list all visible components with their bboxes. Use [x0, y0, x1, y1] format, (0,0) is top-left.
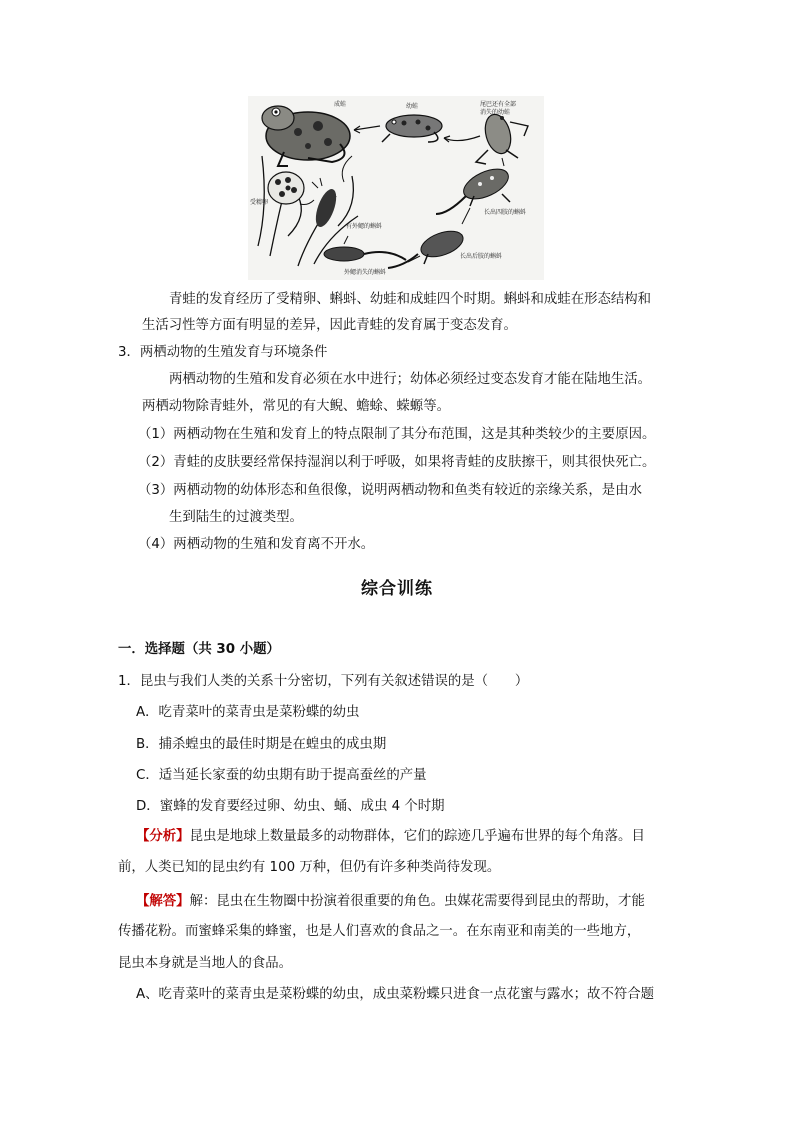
- answer-tag: 【解答】: [136, 894, 190, 909]
- label-tadpole-no-gills: 外鳃消失的蝌蚪: [344, 269, 387, 276]
- frog-development-paragraph-line2: 生活习性等方面有明显的差异，因此青蛙的发育属于变态发育。: [142, 318, 517, 333]
- section3-paragraph-line1: 两栖动物的生殖和发育必须在水中进行；幼体必须经过变态发育才能在陆地生活。: [169, 372, 652, 387]
- label-tail-frog-line2: 消失的幼蛙: [480, 109, 511, 116]
- choice-section-heading: 一．选择题（共 30 小题）: [118, 642, 280, 657]
- adult-frog-drawing: [262, 106, 350, 166]
- frog-life-cycle-illustration: [248, 96, 544, 280]
- answer-line4: A、吃青菜叶的菜青虫是菜粉蝶的幼虫，成虫菜粉蝶只进食一点花蜜与露水；故不符合题: [136, 987, 655, 1002]
- young-frog-drawing: [382, 115, 442, 142]
- label-tadpole-external-gills: 有外鳃的蝌蚪: [346, 223, 383, 230]
- question-1-option-d: D．蜜蜂的发育要经过卵、幼虫、蛹、成虫 4 个时期: [136, 799, 445, 814]
- question-1-option-a: A．吃青菜叶的菜青虫是菜粉蝶的幼虫: [136, 705, 360, 720]
- label-tadpole-hind-legs: 长出后肢的蝌蚪: [460, 253, 503, 260]
- answer-text-1: 解：昆虫在生物圈中扮演着很重要的角色。虫媒花需要得到昆虫的帮助，才能: [189, 894, 645, 909]
- tadpole-hind-legs-drawing: [388, 226, 466, 268]
- question-1-stem: 1．昆虫与我们人类的关系十分密切，下列有关叙述错误的是（ ）: [118, 674, 529, 689]
- label-tadpole-four-legs: 长出四肢的蝌蚪: [484, 209, 527, 216]
- list-item-2: （2）青蛙的皮肤要经常保持湿润以利于呼吸，如果将青蛙的皮肤擦干，则其很快死亡。: [138, 455, 656, 470]
- tail-frog-drawing: [476, 112, 528, 164]
- analysis-line2: 前，人类已知的昆虫约有 100 万种，但仍有许多种类尚待发现。: [118, 860, 501, 875]
- egg-mass-drawing: [268, 172, 304, 204]
- section3-paragraph-line2: 两栖动物除青蛙外，常见的有大鲵、蟾蜍、蝾螈等。: [142, 399, 450, 414]
- answer-line3: 昆虫本身就是当地人的食品。: [118, 956, 293, 971]
- list-item-3-line2: 生到陆生的过渡类型。: [169, 510, 303, 525]
- question-1-option-b: B．捕杀蝗虫的最佳时期是在蝗虫的成虫期: [136, 737, 387, 752]
- section3-heading: 3．两栖动物的生殖发育与环境条件: [118, 345, 328, 360]
- tadpole-no-gills-drawing: [324, 247, 406, 261]
- list-item-3-line1: （3）两栖动物的幼体形态和鱼很像，说明两栖动物和鱼类有较近的亲缘关系，是由水: [138, 483, 642, 498]
- tadpole-external-gills-drawing: [312, 178, 341, 230]
- analysis-tag: 【分析】: [136, 829, 190, 844]
- label-adult-frog: 成蛙: [334, 101, 347, 108]
- answer-line1: [136, 892, 645, 912]
- list-item-1: （1）两栖动物在生殖和发育上的特点限制了其分布范围，这是其种类较少的主要原因。: [138, 427, 656, 442]
- tadpole-four-legs-drawing: [436, 163, 513, 214]
- label-young-frog: 幼蛙: [406, 103, 419, 110]
- frog-development-paragraph-line1: 青蛙的发育经历了受精卵、蝌蚪、幼蛙和成蛙四个时期。蝌蚪和成蛙在形态结构和: [169, 292, 652, 307]
- list-item-4: （4）两栖动物的生殖和发育离不开水。: [138, 537, 375, 552]
- analysis-line1: [136, 827, 645, 847]
- frog-life-cycle-figure: [248, 96, 544, 280]
- section-title: 综合训练: [361, 579, 433, 599]
- question-1-option-c: C．适当延长家蚕的幼虫期有助于提高蚕丝的产量: [136, 768, 427, 783]
- answer-line2: 传播花粉。而蜜蜂采集的蜂蜜，也是人们喜欢的食品之一。在东南亚和南美的一些地方，: [118, 924, 641, 939]
- label-fertilized-egg: 受精卵: [250, 199, 269, 206]
- label-tail-frog-line1: 尾巴还有全部: [480, 101, 517, 108]
- analysis-text-1: 昆虫是地球上数量最多的动物群体，它们的踪迹几乎遍布世界的每个角落。目: [189, 829, 645, 844]
